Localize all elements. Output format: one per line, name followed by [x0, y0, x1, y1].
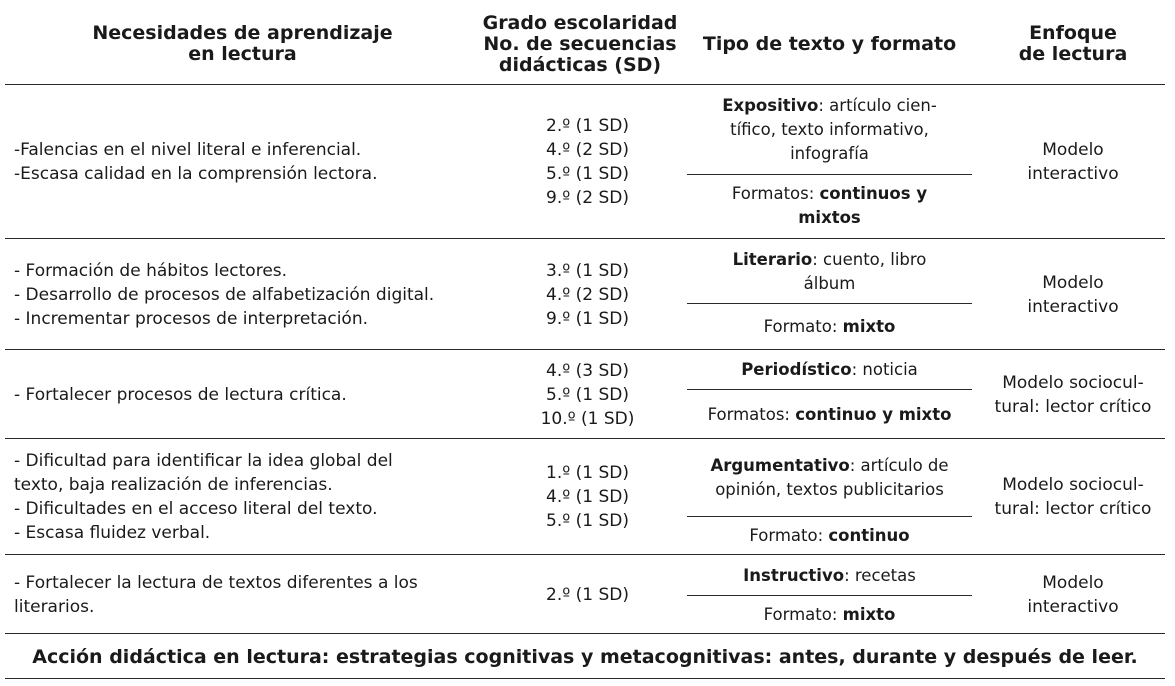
format-value: mixtos	[798, 208, 861, 227]
focus-line: tural: lector crítico	[994, 499, 1152, 519]
format-value: continuo	[828, 526, 910, 545]
text-type-line	[733, 248, 927, 272]
grade-item: 4.º (3 SD)	[546, 360, 629, 381]
need-item: - Escasa fluidez verbal.	[14, 523, 211, 543]
text-type-line: tífico, texto informativo,	[730, 120, 929, 139]
text-type-line: álbum	[803, 273, 856, 293]
format-divider	[687, 516, 972, 517]
grade-item: 4.º (1 SD)	[546, 487, 629, 507]
row-divider	[5, 238, 1165, 239]
format-line	[708, 403, 952, 427]
row3-focus	[978, 351, 1168, 438]
header-grade-line: didácticas (SD)	[498, 53, 662, 76]
format-divider	[687, 174, 972, 175]
text-type-name: Periodístico	[741, 360, 852, 379]
row5-format	[687, 597, 972, 633]
format-label: Formato:	[749, 526, 829, 545]
header-grade-line: Grado escolaridad	[482, 11, 678, 34]
need-item: - Formación de hábitos lectores.	[14, 260, 288, 281]
focus-line: Modelo	[1042, 272, 1104, 293]
focus-line: tural: lector crítico	[994, 396, 1152, 417]
grade-item: 3.º (1 SD)	[546, 260, 629, 281]
text-type-desc: : artículo de	[849, 456, 949, 475]
row1-focus	[978, 86, 1168, 238]
need-item: - Desarrollo de procesos de alfabetización digital.	[14, 284, 435, 305]
need-item: texto, baja realización de inferencias.	[14, 475, 333, 495]
header-needs-line: en lectura	[188, 43, 297, 65]
need-item: - Incrementar procesos de interpretación.	[14, 308, 369, 329]
focus-line: Modelo sociocul-	[1002, 475, 1144, 495]
grade-item: 4.º (2 SD)	[546, 284, 629, 305]
row2-grades	[495, 240, 680, 349]
grade-item: 5.º (1 SD)	[546, 384, 629, 405]
row-divider	[5, 678, 1165, 679]
header-needs-line: Necesidades de aprendizaje	[92, 22, 393, 44]
row1-format	[687, 176, 972, 236]
format-value: mixto	[842, 605, 896, 624]
need-item: - Dificultad para identificar la idea global del	[14, 451, 393, 471]
row5-needs	[14, 556, 484, 633]
header-type	[687, 6, 972, 82]
format-value: continuos y	[819, 184, 928, 203]
format-line	[764, 315, 896, 339]
grade-item: 2.º (1 SD)	[546, 116, 629, 136]
grade-item: 1.º (1 SD)	[546, 463, 629, 483]
text-type-line	[722, 94, 937, 118]
row2-focus	[978, 240, 1168, 349]
focus-line: Modelo	[1042, 140, 1104, 160]
row5-grades	[495, 556, 680, 633]
format-line	[749, 524, 909, 548]
text-type-line: infografía	[790, 144, 869, 163]
text-type-name: Argumentativo	[710, 456, 850, 475]
text-type-name: Instructivo	[743, 565, 845, 585]
format-divider	[687, 595, 972, 596]
row4-format	[687, 518, 972, 554]
format-line	[764, 603, 896, 627]
row1-text-type	[687, 86, 972, 174]
row5-focus	[978, 556, 1168, 633]
focus-line: Modelo	[1042, 572, 1104, 593]
row5-text-type	[687, 556, 972, 595]
format-value: continuo y mixto	[795, 404, 952, 424]
header-needs	[5, 6, 480, 82]
text-type-name: Expositivo	[722, 96, 819, 115]
text-type-desc: : artículo cien-	[818, 96, 937, 115]
format-value: mixto	[842, 317, 896, 336]
row3-text-type	[687, 351, 972, 389]
format-line	[732, 182, 927, 206]
row4-needs	[14, 440, 484, 554]
header-focus	[978, 6, 1168, 82]
grade-item: 5.º (1 SD)	[546, 511, 629, 531]
format-label: Formato:	[763, 605, 843, 624]
grade-item: 5.º (1 SD)	[546, 164, 629, 184]
format-label: Formatos:	[731, 184, 820, 203]
grade-item: 9.º (2 SD)	[546, 188, 629, 208]
need-item: literarios.	[14, 596, 95, 617]
row-divider	[5, 554, 1165, 555]
header-type-line: Tipo de texto y formato	[702, 32, 957, 55]
need-item: -Falencias en el nivel literal e inferencial.	[14, 140, 362, 160]
row1-needs	[14, 86, 484, 238]
text-type-line	[743, 564, 916, 588]
need-item: - Fortalecer procesos de lectura crítica.	[14, 384, 347, 405]
row2-needs	[14, 240, 484, 349]
row1-grades	[495, 86, 680, 238]
text-type-name: Literario	[732, 249, 813, 269]
need-item: -Escasa calidad en la comprensión lectora.	[14, 164, 378, 184]
text-type-line	[710, 454, 948, 478]
focus-line: Modelo sociocul-	[1002, 372, 1144, 393]
text-type-line	[741, 358, 918, 382]
need-item: - Dificultades en el acceso literal del texto.	[14, 499, 378, 519]
row3-needs	[14, 351, 484, 438]
focus-line: interactivo	[1027, 296, 1119, 317]
format-line	[798, 206, 861, 230]
text-type-desc: : noticia	[851, 360, 918, 379]
format-divider	[687, 389, 972, 390]
header-focus-line: de lectura	[1018, 43, 1128, 65]
header-grade-line: No. de secuencias	[483, 32, 677, 55]
focus-line: interactivo	[1027, 596, 1119, 617]
row3-format	[687, 391, 972, 438]
focus-line: interactivo	[1027, 164, 1119, 184]
row3-grades	[495, 351, 680, 438]
row-divider	[5, 438, 1165, 439]
grade-item: 9.º (1 SD)	[546, 308, 629, 329]
row2-format	[687, 305, 972, 349]
row4-text-type	[687, 440, 972, 516]
row4-grades	[495, 440, 680, 554]
need-item: - Fortalecer la lectura de textos diferentes a los	[14, 572, 418, 593]
row-divider	[5, 633, 1165, 634]
header-grade	[480, 6, 680, 82]
format-label: Formatos:	[707, 404, 796, 424]
format-label: Formato:	[763, 317, 843, 336]
table-footer: Acción didáctica en lectura: estrategias cognitivas y metacognitivas: antes, durante y después de leer.	[32, 646, 1138, 668]
row-divider	[5, 349, 1165, 350]
grade-item: 4.º (2 SD)	[546, 140, 629, 160]
text-type-desc: : cuento, libro	[812, 249, 927, 269]
text-type-line: opinión, textos publicitarios	[715, 480, 944, 499]
format-divider	[687, 303, 972, 304]
grade-item: 10.º (1 SD)	[540, 408, 635, 429]
text-type-desc: : recetas	[844, 565, 916, 585]
row4-focus	[978, 440, 1168, 554]
row-divider	[5, 84, 1165, 85]
header-focus-line: Enfoque	[1029, 22, 1117, 44]
row2-text-type	[687, 240, 972, 303]
grade-item: 2.º (1 SD)	[546, 584, 629, 605]
